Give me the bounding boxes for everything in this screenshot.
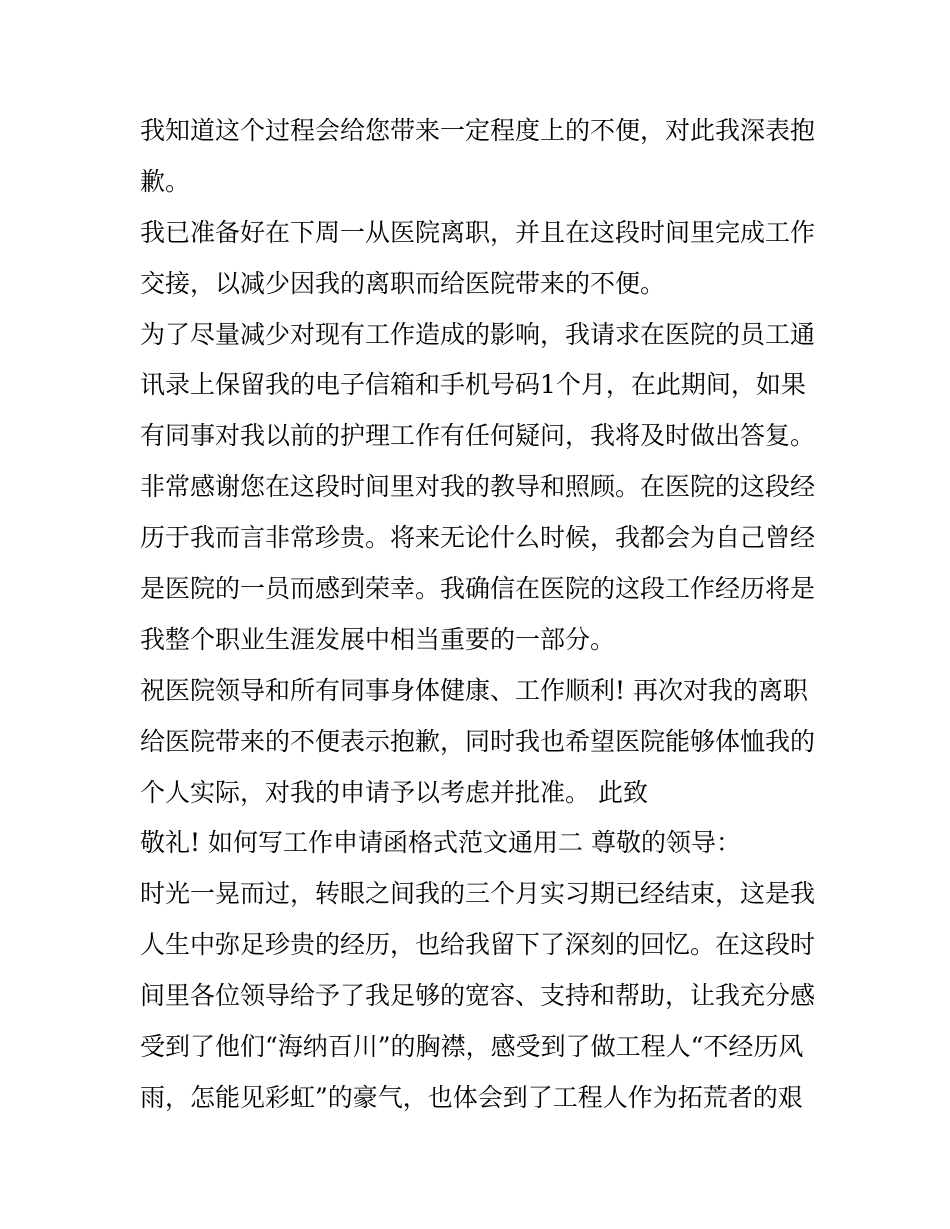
text-line: 敬礼! 如何写工作申请函格式范文通用二 尊敬的领导： — [140, 828, 741, 858]
text-line: 我知道这个过程会给您带来一定程度上的不便，对此我深表抱 — [140, 116, 816, 145]
text-line: 雨，怎能见彩虹”的豪气，也体会到了工程人作为拓荒者的艰 — [140, 1082, 803, 1112]
text-line: 我已准备好在下周一从医院离职，并且在这段时间里完成工作 — [140, 217, 816, 247]
text-line: 非常感谢您在这段时间里对我的教导和照顾。在医院的这段经 — [140, 472, 816, 502]
text-line: 是医院的一员而感到荣幸。我确信在医院的这段工作经历将是 — [140, 574, 816, 604]
text-line: 交接，以减少因我的离职而给医院带来的不便。 — [140, 268, 666, 298]
text-line: 时光一晃而过，转眼之间我的三个月实习期已经结束，这是我 — [140, 879, 816, 909]
text-line: 祝医院领导和所有同事身体健康、工作顺利! 再次对我的离职 — [140, 675, 808, 705]
text-line: 人生中弥足珍贵的经历，也给我留下了深刻的回忆。在这段时 — [140, 930, 816, 960]
document-body — [140, 106, 820, 1124]
text-line: 给医院带来的不便表示抱歉，同时我也希望医院能够体恤我的 — [140, 726, 816, 756]
text-line: 歉。 — [140, 166, 191, 196]
text-line: 我整个职业生涯发展中相当重要的一部分。 — [140, 624, 616, 654]
text-line: 历于我而言非常珍贵。将来无论什么时候，我都会为自己曾经 — [140, 523, 816, 553]
text-line: 为了尽量减少对现有工作造成的影响，我请求在医院的员工通 — [140, 319, 816, 349]
text-line: 受到了他们“海纳百川”的胸襟，感受到了做工程人“不经历风 — [140, 1032, 804, 1062]
text-line: 有同事对我以前的护理工作有任何疑问，我将及时做出答复。 — [140, 421, 816, 451]
text-line: 间里各位领导给予了我足够的宽容、支持和帮助，让我充分感 — [140, 981, 816, 1011]
text-line: 个人实际，对我的申请予以考虑并批准。 此致 — [140, 777, 648, 807]
text-line: 讯录上保留我的电子信箱和手机号码1个月，在此期间，如果 — [140, 370, 806, 400]
